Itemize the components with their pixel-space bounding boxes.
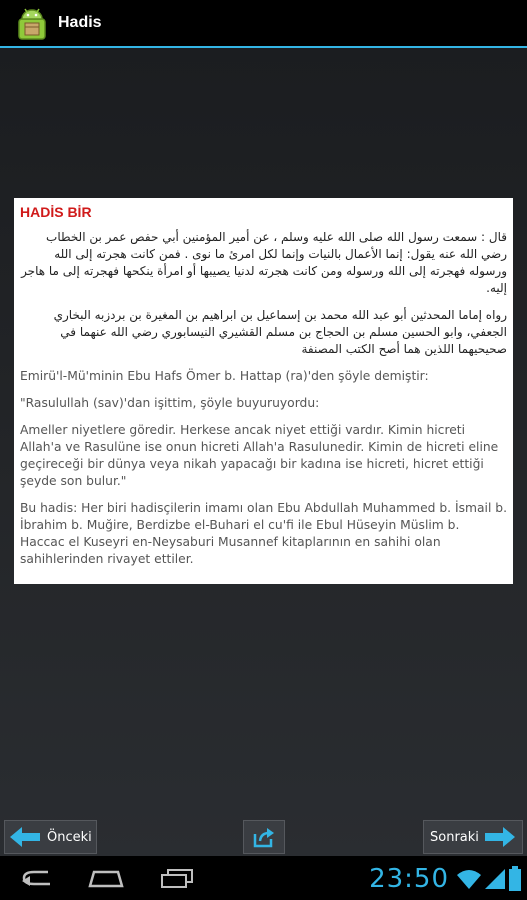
arabic-text-1: قال : سمعت رسول الله صلى الله عليه وسلم ، عن أمير المؤمنين أبي حفص عمر بن الخطاب رضي الله عنه يقول: إنما الأعمال بالنيات وإنما لكل امرئ ما نوى . فمن كانت هجرته إلى الله ورسوله فهجرته إلى الله ورسوله ومن كانت هجرته لدنيا يصيبها أو امرأة ينكحها فهجرته إلى ما هاجر إليه. bbox=[21, 230, 507, 295]
action-bar bbox=[0, 0, 527, 48]
previous-button[interactable] bbox=[4, 820, 97, 854]
hadith-title: HADİS BİR bbox=[20, 204, 92, 220]
android-app-icon[interactable] bbox=[14, 6, 50, 42]
translation-source: Bu hadis: Her biri hadisçilerin imamı olan Ebu Abdullah Muhammed b. İsmail b. İbrahim b. Muğire, Berdizbe el-Buhari el cu'fi ile Ebul Hüseyin Müslim b. Haccac el Kuseyri en-Neysaburi Musannef kitaplarının en sahihi olan sahihlerinden rivayet ettiler. bbox=[20, 501, 507, 566]
app-title: Hadis bbox=[58, 14, 102, 31]
hadith-card bbox=[14, 198, 513, 584]
translation-quote-open: "Rasulullah (sav)'dan işittim, şöyle buyuruyordu: bbox=[20, 396, 320, 410]
arabic-text-2: رواه إماما المحدثين أبو عبد الله محمد بن إسماعيل بن ابراهيم بن المغيرة بن بردزبه البخاري الجعفي، وابو الحسين مسلم بن الحجاج بن مسلم القشيري النيسابوري رضي الله عنهما في صحيحيهما اللذين هما أصح الكتب المصنفة bbox=[53, 308, 507, 356]
translation-body: Ameller niyetlere göredir. Herkese ancak niyet ettiği vardır. Kimin hicreti Allah'a ve Rasulüne ise onun hicreti Allah'a Rasulunedir. Kimin de hicreti eline geçireceği bir dünya veya nikah yapacağı bir kadına ise hicreti, hicret ettiği şeyde son bulur." bbox=[20, 423, 499, 488]
status-clock: 23:50 bbox=[369, 864, 449, 894]
recent-apps-icon[interactable] bbox=[160, 868, 194, 892]
back-icon[interactable] bbox=[20, 868, 54, 892]
translation-intro: Emirü'l-Mü'minin Ebu Hafs Ömer b. Hattap (ra)'den şöyle demiştir: bbox=[20, 369, 429, 383]
next-label: Sonraki bbox=[430, 829, 479, 845]
right-arrow-icon bbox=[484, 826, 516, 848]
wifi-icon bbox=[456, 868, 482, 894]
share-button[interactable] bbox=[243, 820, 285, 854]
home-icon[interactable] bbox=[88, 868, 124, 892]
share-icon bbox=[253, 826, 275, 848]
previous-label: Önceki bbox=[47, 829, 92, 845]
signal-icon bbox=[484, 868, 506, 894]
next-button[interactable] bbox=[423, 820, 523, 854]
left-arrow-icon bbox=[9, 826, 41, 848]
battery-icon bbox=[508, 866, 522, 896]
